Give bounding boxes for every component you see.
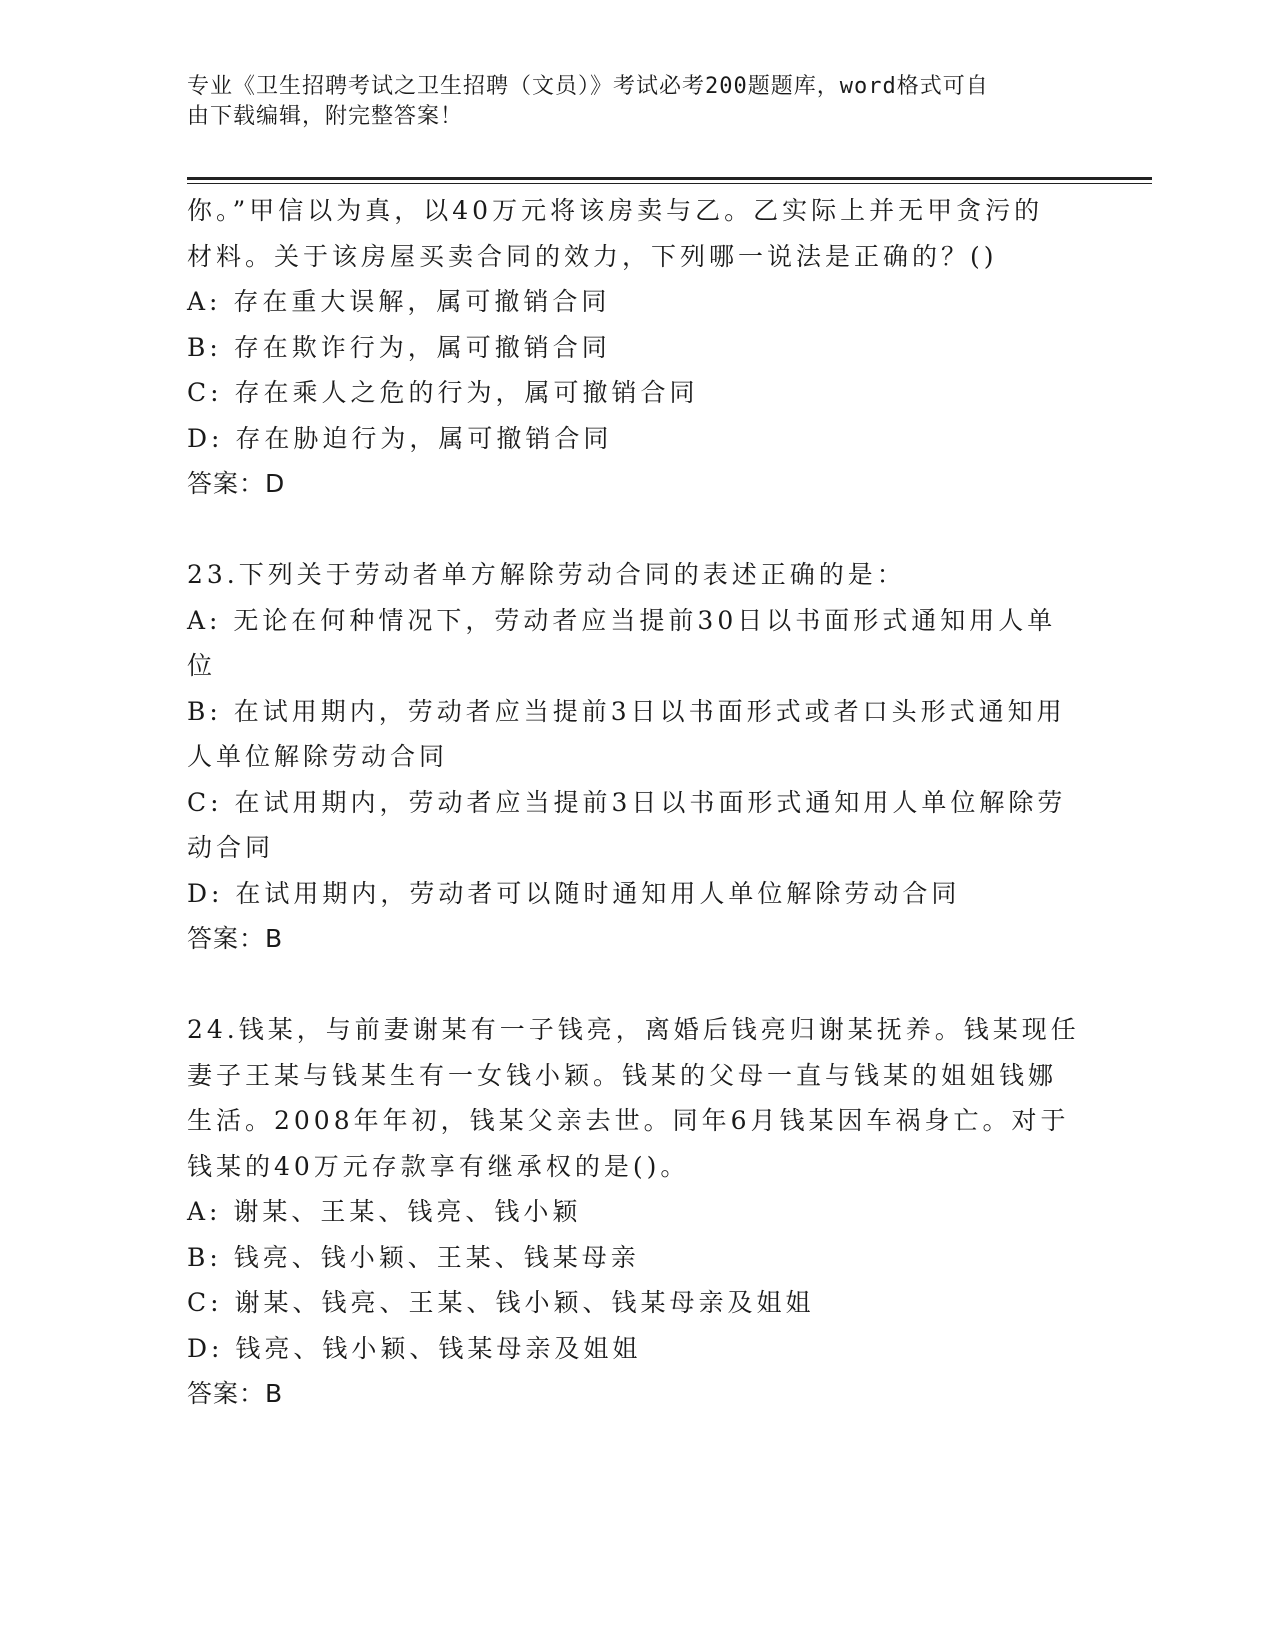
option-c: C: 在试用期内，劳动者应当提前3日以书面形式通知用人单位解除劳 bbox=[187, 787, 1067, 817]
option-a: A: 存在重大误解，属可撤销合同 bbox=[187, 287, 611, 316]
question-23 bbox=[187, 552, 1077, 962]
option-b: B: 钱亮、钱小颖、王某、钱某母亲 bbox=[187, 1242, 640, 1272]
question-stem-line: 23.下列关于劳动者单方解除劳动合同的表述正确的是： bbox=[187, 560, 906, 589]
option-a-continued: 位 bbox=[187, 651, 217, 680]
option-a: A: 无论在何种情况下，劳动者应当提前30日以书面形式通知用人单 bbox=[187, 605, 1057, 635]
option-d: D: 存在胁迫行为，属可撤销合同 bbox=[187, 423, 613, 453]
question-stem-line: 钱某的40万元存款享有继承权的是()。 bbox=[187, 1151, 690, 1181]
option-a: A: 谢某、王某、钱亮、钱小颖 bbox=[187, 1197, 582, 1226]
option-d: D: 在试用期内，劳动者可以随时通知用人单位解除劳动合同 bbox=[187, 878, 961, 908]
option-b: B: 存在欺诈行为，属可撤销合同 bbox=[187, 332, 611, 362]
option-b: B: 在试用期内，劳动者应当提前3日以书面形式或者口头形式通知用 bbox=[187, 696, 1066, 726]
document-header bbox=[187, 72, 1067, 132]
question-stem-line: 材料。关于该房屋买卖合同的效力，下列哪一说法是正确的？() bbox=[187, 241, 998, 271]
spacer bbox=[187, 507, 1077, 553]
question-stem-line: 你。”甲信以为真，以40万元将该房卖与乙。乙实际上并无甲贪污的 bbox=[187, 196, 1044, 225]
question-24 bbox=[187, 1007, 1080, 1417]
document-body bbox=[187, 188, 1080, 1417]
option-c: C: 存在乘人之危的行为，属可撤销合同 bbox=[187, 378, 699, 407]
option-d: D: 钱亮、钱小颖、钱某母亲及姐姐 bbox=[187, 1333, 642, 1363]
question-stem-line: 24.钱某，与前妻谢某有一子钱亮，离婚后钱亮归谢某抚养。钱某现任 bbox=[187, 1015, 1080, 1044]
header-line-2: 由下载编辑，附完整答案！ bbox=[187, 104, 464, 129]
header-divider-thin bbox=[187, 183, 1152, 184]
question-stem-line: 生活。2008年年初，钱某父亲去世。同年6月钱某因车祸身亡。对于 bbox=[187, 1106, 1070, 1135]
answer-line: 答案：D bbox=[187, 469, 286, 498]
question-22 bbox=[187, 188, 1077, 507]
question-stem-line: 妻子王某与钱某生有一女钱小颖。钱某的父母一直与钱某的姐姐钱娜 bbox=[187, 1060, 1058, 1090]
header-line-1: 专业《卫生招聘考试之卫生招聘（文员）》考试必考200题题库，word格式可自 bbox=[187, 74, 989, 99]
answer-line: 答案：B bbox=[187, 1379, 284, 1408]
answer-line: 答案：B bbox=[187, 924, 284, 953]
option-c-continued: 动合同 bbox=[187, 833, 275, 862]
spacer bbox=[187, 962, 1077, 1008]
option-c: C: 谢某、钱亮、王某、钱小颖、钱某母亲及姐姐 bbox=[187, 1288, 815, 1317]
header-divider-thick bbox=[187, 177, 1152, 180]
option-b-continued: 人单位解除劳动合同 bbox=[187, 742, 449, 771]
